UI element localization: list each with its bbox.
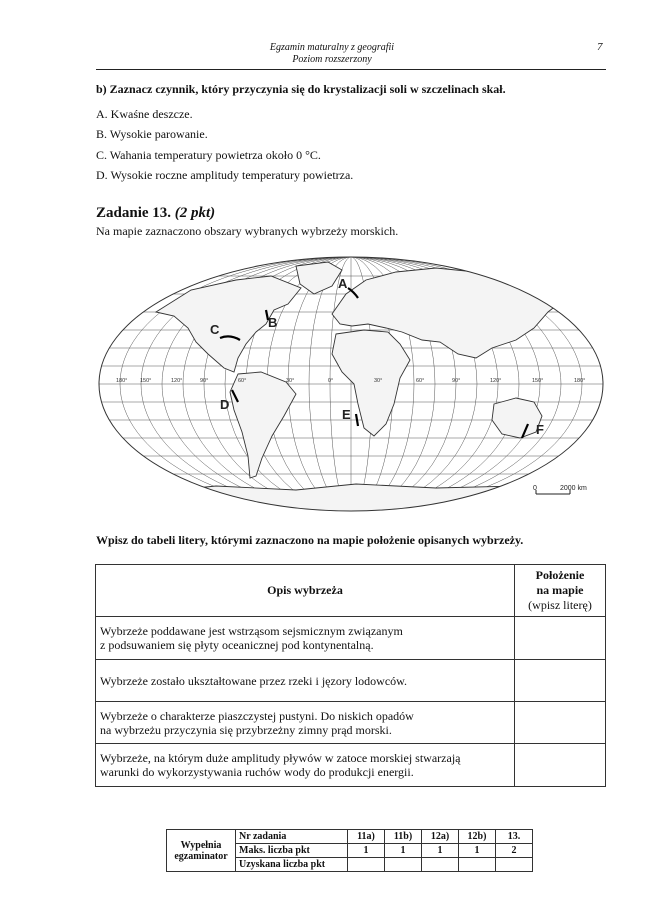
- col-header-location-line2: na mapie: [536, 583, 584, 597]
- table-header-row: [96, 565, 606, 617]
- score-table: [166, 829, 533, 872]
- answer-cell[interactable]: [515, 617, 606, 660]
- australia-outline: [492, 398, 542, 438]
- description-cell: [96, 702, 515, 744]
- option-a[interactable]: A. Kwaśne deszcze.: [96, 107, 193, 121]
- greenland-outline: [296, 262, 342, 294]
- lon-label: 60°: [238, 378, 247, 384]
- map-label-b: B: [268, 315, 278, 330]
- task13-title: [96, 205, 215, 222]
- obtained-points-cell[interactable]: [422, 858, 459, 872]
- coast-description-table: [95, 564, 606, 787]
- lon-label: 180°: [116, 378, 128, 384]
- header-exam-title: Egzamin maturalny z geografii: [269, 42, 395, 53]
- lon-label: 180°: [574, 378, 586, 384]
- map-label-c: C: [210, 322, 220, 337]
- answer-cell[interactable]: [515, 744, 606, 787]
- col-header-location-line3: (wpisz literę): [528, 598, 592, 612]
- description-line: z podsuwaniem się płyty oceanicznej pod kontynentalną.: [100, 638, 374, 652]
- task-number: 11a): [348, 830, 385, 844]
- row-label-obtained: Uzyskana liczba pkt: [236, 858, 348, 872]
- col-header-description: Opis wybrzeża: [96, 565, 515, 617]
- lon-label: 120°: [171, 378, 183, 384]
- description-line: warunki do wykorzystywania ruchów wody do produkcji energii.: [100, 765, 414, 779]
- option-b[interactable]: B. Wysokie parowanie.: [96, 127, 208, 141]
- task-number: 12b): [459, 830, 496, 844]
- scale-value: 2000 km: [560, 485, 587, 492]
- table-row: [96, 702, 606, 744]
- task-number: 13.: [496, 830, 533, 844]
- scale-zero: 0: [533, 485, 537, 492]
- lon-label: 90°: [452, 378, 461, 384]
- lon-label: 150°: [140, 378, 152, 384]
- answer-cell[interactable]: [515, 660, 606, 702]
- obtained-points-cell[interactable]: [459, 858, 496, 872]
- page-number: 7: [597, 41, 603, 53]
- max-points: 1: [459, 844, 496, 858]
- table-row: [96, 744, 606, 787]
- score-row-task: [167, 830, 533, 844]
- col-header-location: [515, 565, 606, 617]
- question-b-title: b) Zaznacz czynnik, który przyczynia się do krystalizacji soli w szczelinach skał.: [96, 82, 506, 96]
- filler-label-line1: Wypełnia: [180, 839, 222, 851]
- header-level: Poziom rozszerzony: [292, 54, 372, 65]
- task13-title-main: Zadanie 13.: [96, 205, 175, 221]
- lon-label: 0°: [328, 378, 334, 384]
- lon-label: 30°: [286, 378, 295, 384]
- lon-label: 90°: [200, 378, 209, 384]
- filler-label: [167, 830, 236, 872]
- scale-bar: [533, 485, 587, 494]
- description-cell: [96, 660, 515, 702]
- description-line: Wybrzeże o charakterze piaszczystej pustyni. Do niskich opadów: [100, 708, 414, 723]
- table-instruction: Wpisz do tabeli litery, którymi zaznaczono na mapie położenie opisanych wybrzeży.: [96, 533, 524, 547]
- obtained-points-cell[interactable]: [385, 858, 422, 872]
- max-points: 1: [422, 844, 459, 858]
- north-america-outline: [156, 276, 301, 372]
- task13-points: (2 pkt): [174, 205, 216, 221]
- lon-label: 150°: [532, 378, 544, 384]
- row-label-max: Maks. liczba pkt: [236, 844, 348, 858]
- task-number: 11b): [385, 830, 422, 844]
- max-points: 1: [348, 844, 385, 858]
- row-label-task: Nr zadania: [236, 830, 348, 844]
- task-number: 12a): [422, 830, 459, 844]
- obtained-points-cell[interactable]: [496, 858, 533, 872]
- world-map: [96, 254, 606, 514]
- antarctica-outline: [136, 484, 576, 514]
- filler-label-line2: egzaminator: [174, 850, 228, 862]
- map-label-d: D: [220, 397, 230, 412]
- description-line: Wybrzeże zostało ukształtowane przez rzeki i jęzory lodowców.: [100, 673, 408, 688]
- header-divider: [96, 69, 606, 70]
- col-header-location-line1: Położenie: [535, 568, 585, 582]
- map-label-a: A: [338, 276, 348, 291]
- description-line: na wybrzeżu przyczynia się przybrzeżny zimny prąd morski.: [100, 722, 392, 737]
- map-label-f: F: [536, 422, 544, 437]
- map-label-e: E: [342, 407, 351, 422]
- coast-marker-e: [356, 414, 358, 426]
- max-points: 1: [385, 844, 422, 858]
- option-d[interactable]: D. Wysokie roczne amplitudy temperatury powietrza.: [96, 168, 354, 182]
- table-row: [96, 617, 606, 660]
- description-line: Wybrzeże poddawane jest wstrząsom sejsmicznym związanym: [100, 624, 403, 638]
- description-cell: [96, 744, 515, 787]
- option-c[interactable]: C. Wahania temperatury powietrza około 0 °C.: [96, 148, 321, 162]
- max-points: 2: [496, 844, 533, 858]
- task13-intro: Na mapie zaznaczono obszary wybranych wybrzeży morskich.: [96, 224, 399, 238]
- description-cell: [96, 617, 515, 660]
- lon-label: 30°: [374, 378, 383, 384]
- table-row: [96, 660, 606, 702]
- lon-label: 120°: [490, 378, 502, 384]
- lon-label: 60°: [416, 378, 425, 384]
- answer-cell[interactable]: [515, 702, 606, 744]
- obtained-points-cell[interactable]: [348, 858, 385, 872]
- description-line: Wybrzeże, na którym duże amplitudy pływów w zatoce morskiej stwarzają: [100, 751, 461, 765]
- south-america-outline: [230, 372, 296, 478]
